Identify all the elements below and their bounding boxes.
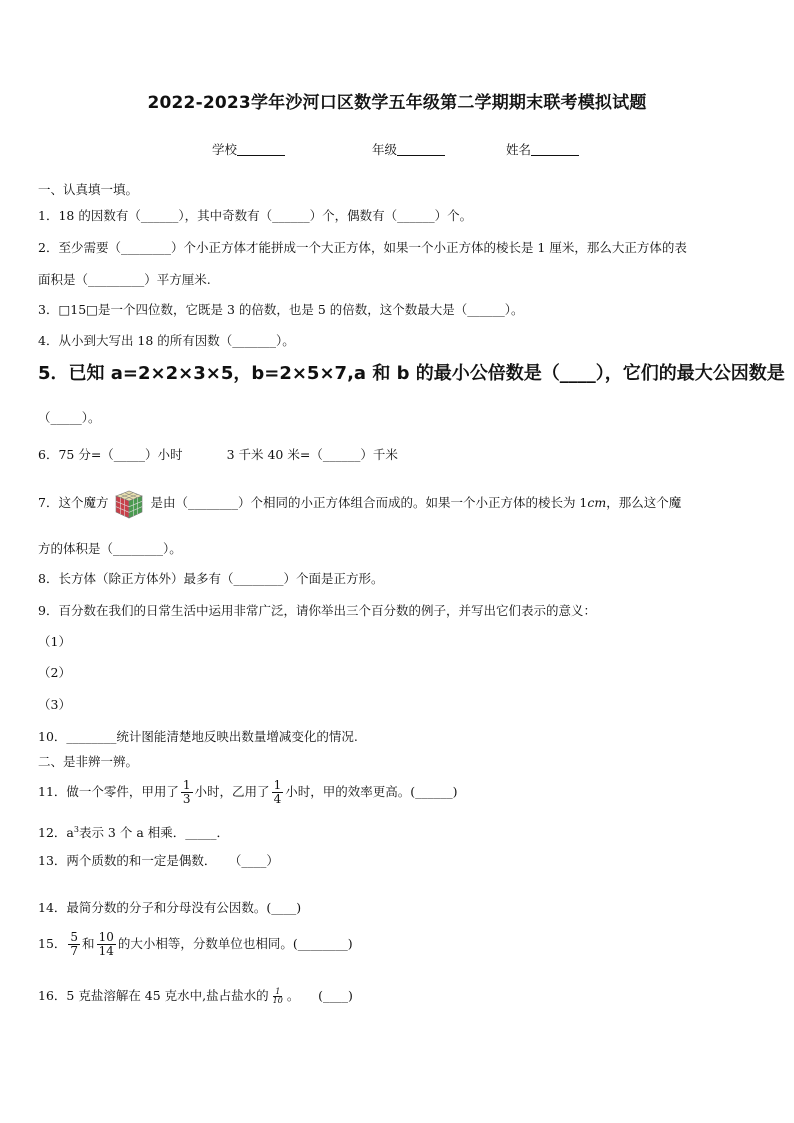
grade-blank[interactable] xyxy=(397,143,445,156)
school-field[interactable] xyxy=(212,140,285,158)
fraction-one-third xyxy=(181,779,193,806)
question-3: 3．□15□是一个四位数，它既是 3 的倍数，也是 5 的倍数，这个数最大是（______）。 xyxy=(38,302,524,317)
question-16-text-post: 。 (____) xyxy=(286,988,353,1003)
question-10: 10．________统计图能清楚地反映出数量增减变化的情况. xyxy=(38,729,358,744)
fraction-numerator: 1 xyxy=(275,987,281,996)
school-label: 学校 xyxy=(212,142,238,157)
question-7-text-post: 是由（________）个相同的小正方体组合而成的。如果一个小正方体的棱长为 1 xyxy=(150,495,588,510)
question-12-exponent: 3 xyxy=(73,825,79,834)
question-8: 8．长方体（除正方体外）最多有（________）个面是正方形。 xyxy=(38,571,384,586)
question-11-text-pre: 11．做一个零件，甲用了 xyxy=(38,784,179,799)
fraction-numerator: 10 xyxy=(98,930,114,944)
question-11 xyxy=(38,774,457,810)
grade-label: 年级 xyxy=(372,142,398,157)
section-1-heading: 一、认真填一填。 xyxy=(38,182,139,197)
school-blank[interactable] xyxy=(237,143,285,156)
fraction-numerator: 1 xyxy=(273,778,282,792)
grade-field[interactable] xyxy=(372,140,445,158)
question-6-part-b: 3 千米 40 米=（______）千米 xyxy=(226,447,398,462)
question-9: 9．百分数在我们的日常生活中运用非常广泛，请你举出三个百分数的例子，并写出它们表示的意义： xyxy=(38,603,596,618)
question-13: 13．两个质数的和一定是偶数． （____） xyxy=(38,853,279,868)
question-7-unit: cm xyxy=(587,495,607,510)
name-label: 姓名 xyxy=(506,142,532,157)
name-field[interactable] xyxy=(506,140,579,158)
question-2-line-1: 2．至少需要（________）个小正方体才能拼成一个大正方体，如果一个小正方体的棱长是 1 厘米，那么大正方体的表 xyxy=(38,240,687,255)
question-14: 14．最简分数的分子和分母没有公因数。(____) xyxy=(38,900,302,915)
question-7-line-2: 方的体积是（________）。 xyxy=(38,541,182,556)
fraction-numerator: 1 xyxy=(182,778,191,792)
question-4: 4．从小到大写出 18 的所有因数（_______）。 xyxy=(38,333,295,348)
question-5-line-1: 5．已知 a=2×2×3×5，b=2×5×7,a 和 b 的最小公倍数是（____），它们的最大公因数是 xyxy=(38,363,785,384)
question-16 xyxy=(38,984,353,1008)
fraction-ten-fourteenths xyxy=(97,931,116,958)
rubiks-cube-icon xyxy=(112,487,146,521)
fraction-denominator: 10 xyxy=(272,996,283,1005)
fraction-denominator: 7 xyxy=(70,944,79,958)
question-16-text-pre: 16．5 克盐溶解在 45 克水中,盐占盐水的 xyxy=(38,988,269,1003)
question-7-text-end: ，那么这个魔 xyxy=(606,495,682,510)
question-9-item-3: （3） xyxy=(38,697,71,712)
section-2-heading: 二、是非辨一辨。 xyxy=(38,754,139,769)
name-blank[interactable] xyxy=(531,143,579,156)
question-5-line-2: （_____）。 xyxy=(38,410,101,425)
question-11-text-post: 小时，甲的效率更高。(______) xyxy=(285,784,458,799)
fraction-denominator: 4 xyxy=(273,792,282,806)
fraction-one-fourth xyxy=(272,779,284,806)
question-7-text-pre: 7．这个魔方 xyxy=(38,495,109,510)
fraction-denominator: 3 xyxy=(182,792,191,806)
fraction-denominator: 14 xyxy=(98,944,114,958)
question-6-part-a: 6．75 分=（_____）小时 xyxy=(38,447,183,462)
fraction-numerator: 5 xyxy=(70,930,79,944)
question-12-text-post: 表示 3 个 a 相乘．_____． xyxy=(78,825,230,841)
fraction-five-sevenths xyxy=(68,931,80,958)
fraction-one-tenth xyxy=(271,988,285,1005)
question-6 xyxy=(38,447,398,463)
question-12 xyxy=(38,822,229,841)
question-1: 1．18 的因数有（______），其中奇数有（______）个，偶数有（______）个。 xyxy=(38,208,473,223)
question-7-line-1 xyxy=(38,486,681,521)
question-15-text-pre: 15． xyxy=(38,936,67,951)
page-title: 2022-2023学年沙河口区数学五年级第二学期期末联考模拟试题 xyxy=(147,93,647,113)
question-9-item-2: （2） xyxy=(38,665,71,680)
question-15-text-post: 的大小相等，分数单位也相同。(________) xyxy=(117,936,353,951)
question-15 xyxy=(38,926,353,962)
question-11-text-mid: 小时，乙用了 xyxy=(194,784,270,799)
question-2-line-2: 面积是（_________）平方厘米. xyxy=(38,272,211,287)
question-15-text-mid: 和 xyxy=(82,936,95,951)
question-12-text-pre: 12．a xyxy=(38,825,74,841)
question-9-item-1: （1） xyxy=(38,634,71,649)
